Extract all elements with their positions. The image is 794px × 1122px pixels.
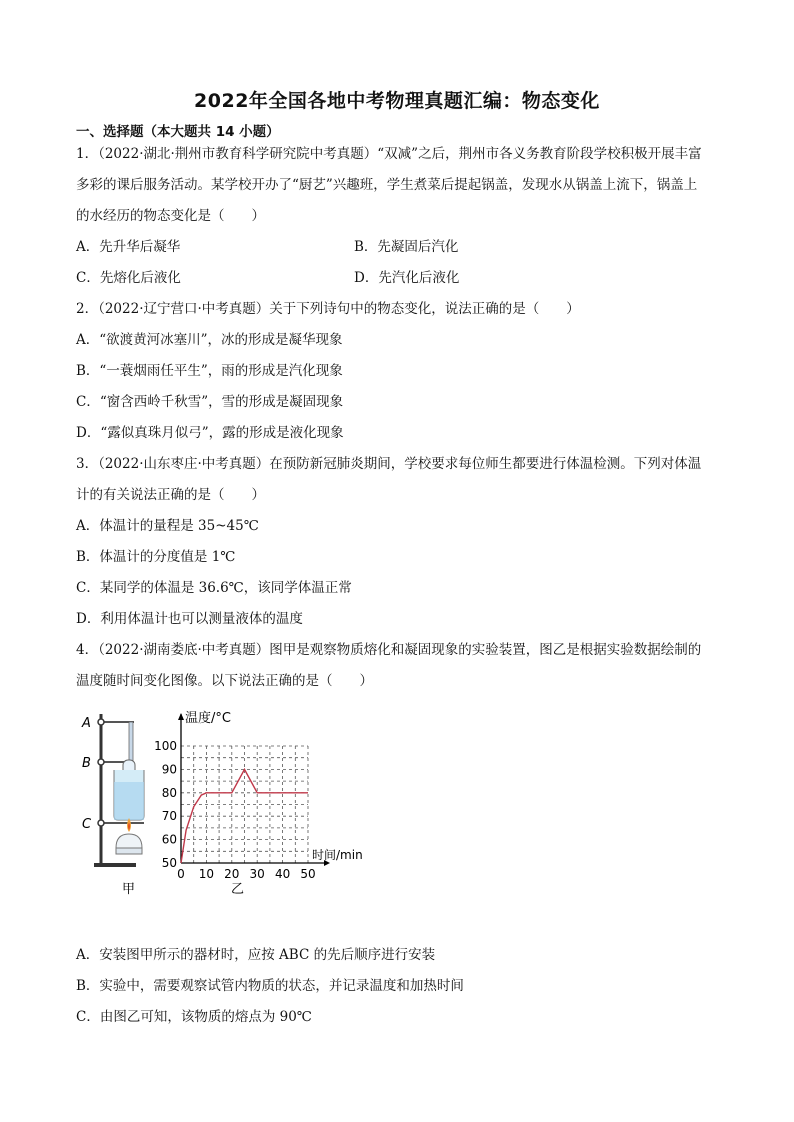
q2-option-b[interactable]: B．“一蓑烟雨任平生”，雨的形成是汽化现象 [76,363,343,379]
q1-option-b[interactable]: B．先凝固后汽化 [354,239,459,255]
x-axis-label: 时间/min [312,848,363,862]
y-tick-label: 60 [161,832,177,847]
document-title: 2022年全国各地中考物理真题汇编：物态变化 [194,90,600,112]
q1-line-1: 1．（2022·湖北·荆州市教育科学研究院中考真题）“双减”之后，荆州市各义务教育阶段学校积极开展丰富 [76,146,702,162]
q4-option-b[interactable]: B．实验中，需要观察试管内物质的状态，并记录温度和加热时间 [76,978,464,994]
q4-option-a[interactable]: A．安装图甲所示的器材时，应按 ABC 的先后顺序进行安装 [76,947,436,963]
x-tick-label: 50 [300,867,316,881]
q2-option-c[interactable]: C．“窗含西岭千秋雪”，雪的形成是凝固现象 [76,394,344,410]
q3-option-d[interactable]: D．利用体温计也可以测量液体的温度 [76,611,303,627]
section-heading: 一、选择题（本大题共 14 小题） [76,124,280,140]
y-tick-label: 100 [154,739,177,753]
q4-line-1: 4．（2022·湖南娄底·中考真题）图甲是观察物质熔化和凝固现象的实验装置，图乙是根据实验数据绘制的 [76,642,702,658]
apparatus-diagram [81,714,144,897]
y-tick-label: 50 [161,856,177,870]
q3-option-c[interactable]: C．某同学的体温是 36.6℃，该同学体温正常 [76,580,352,596]
apparatus-label-b: B [82,756,91,771]
q1-line-3: 的水经历的物态变化是（ ） [76,208,265,224]
x-tick-label: 0 [177,867,185,881]
q3-option-a[interactable]: A．体温计的量程是 35~45℃ [76,518,259,534]
caption-left: 甲 [122,882,136,897]
x-tick-label: 30 [249,867,265,881]
apparatus-label-c: C [82,817,92,832]
y-axis-arrow [178,713,184,720]
x-tick-label: 20 [224,867,240,881]
figure-experiment [76,700,363,900]
q4-line-2: 温度随时间变化图像。以下说法正确的是（ ） [76,673,373,689]
figure-svg [76,700,363,900]
q3-line-1: 3．（2022·山东枣庄·中考真题）在预防新冠肺炎期间，学校要求每位师生都要进行体温检测。下列对体温 [76,456,702,472]
q2-option-d[interactable]: D．“露似真珠月似弓”，露的形成是液化现象 [76,425,344,441]
y-tick-label: 70 [161,809,177,824]
y-tick-label: 80 [161,785,177,800]
x-tick-label: 10 [198,867,215,881]
q1-option-c[interactable]: C．先熔化后液化 [76,270,181,286]
q1-option-a[interactable]: A．先升华后凝华 [76,239,181,255]
y-axis-label: 温度/°C [185,711,231,726]
q1-option-d[interactable]: D．先汽化后液化 [354,270,460,286]
q3-option-b[interactable]: B．体温计的分度值是 1℃ [76,549,236,565]
caption-right: 乙 [231,882,245,897]
q1-line-2: 多彩的课后服务活动。某学校开办了“厨艺”兴趣班，学生煮菜后提起锅盖，发现水从锅盖上流下，锅盖上 [76,177,698,193]
q2-option-a[interactable]: A．“欲渡黄河冰塞川”，冰的形成是凝华现象 [76,332,343,348]
y-tick-label: 90 [161,762,177,777]
q3-line-2: 计的有关说法正确的是（ ） [76,487,265,503]
q4-option-c[interactable]: C．由图乙可知，该物质的熔点为 90℃ [76,1009,312,1025]
x-tick-label: 40 [274,867,291,881]
apparatus-label-a: A [82,716,91,731]
temperature-chart [154,710,363,881]
q2-line-1: 2．（2022·辽宁营口·中考真题）关于下列诗句中的物态变化，说法正确的是（ ） [76,301,580,317]
